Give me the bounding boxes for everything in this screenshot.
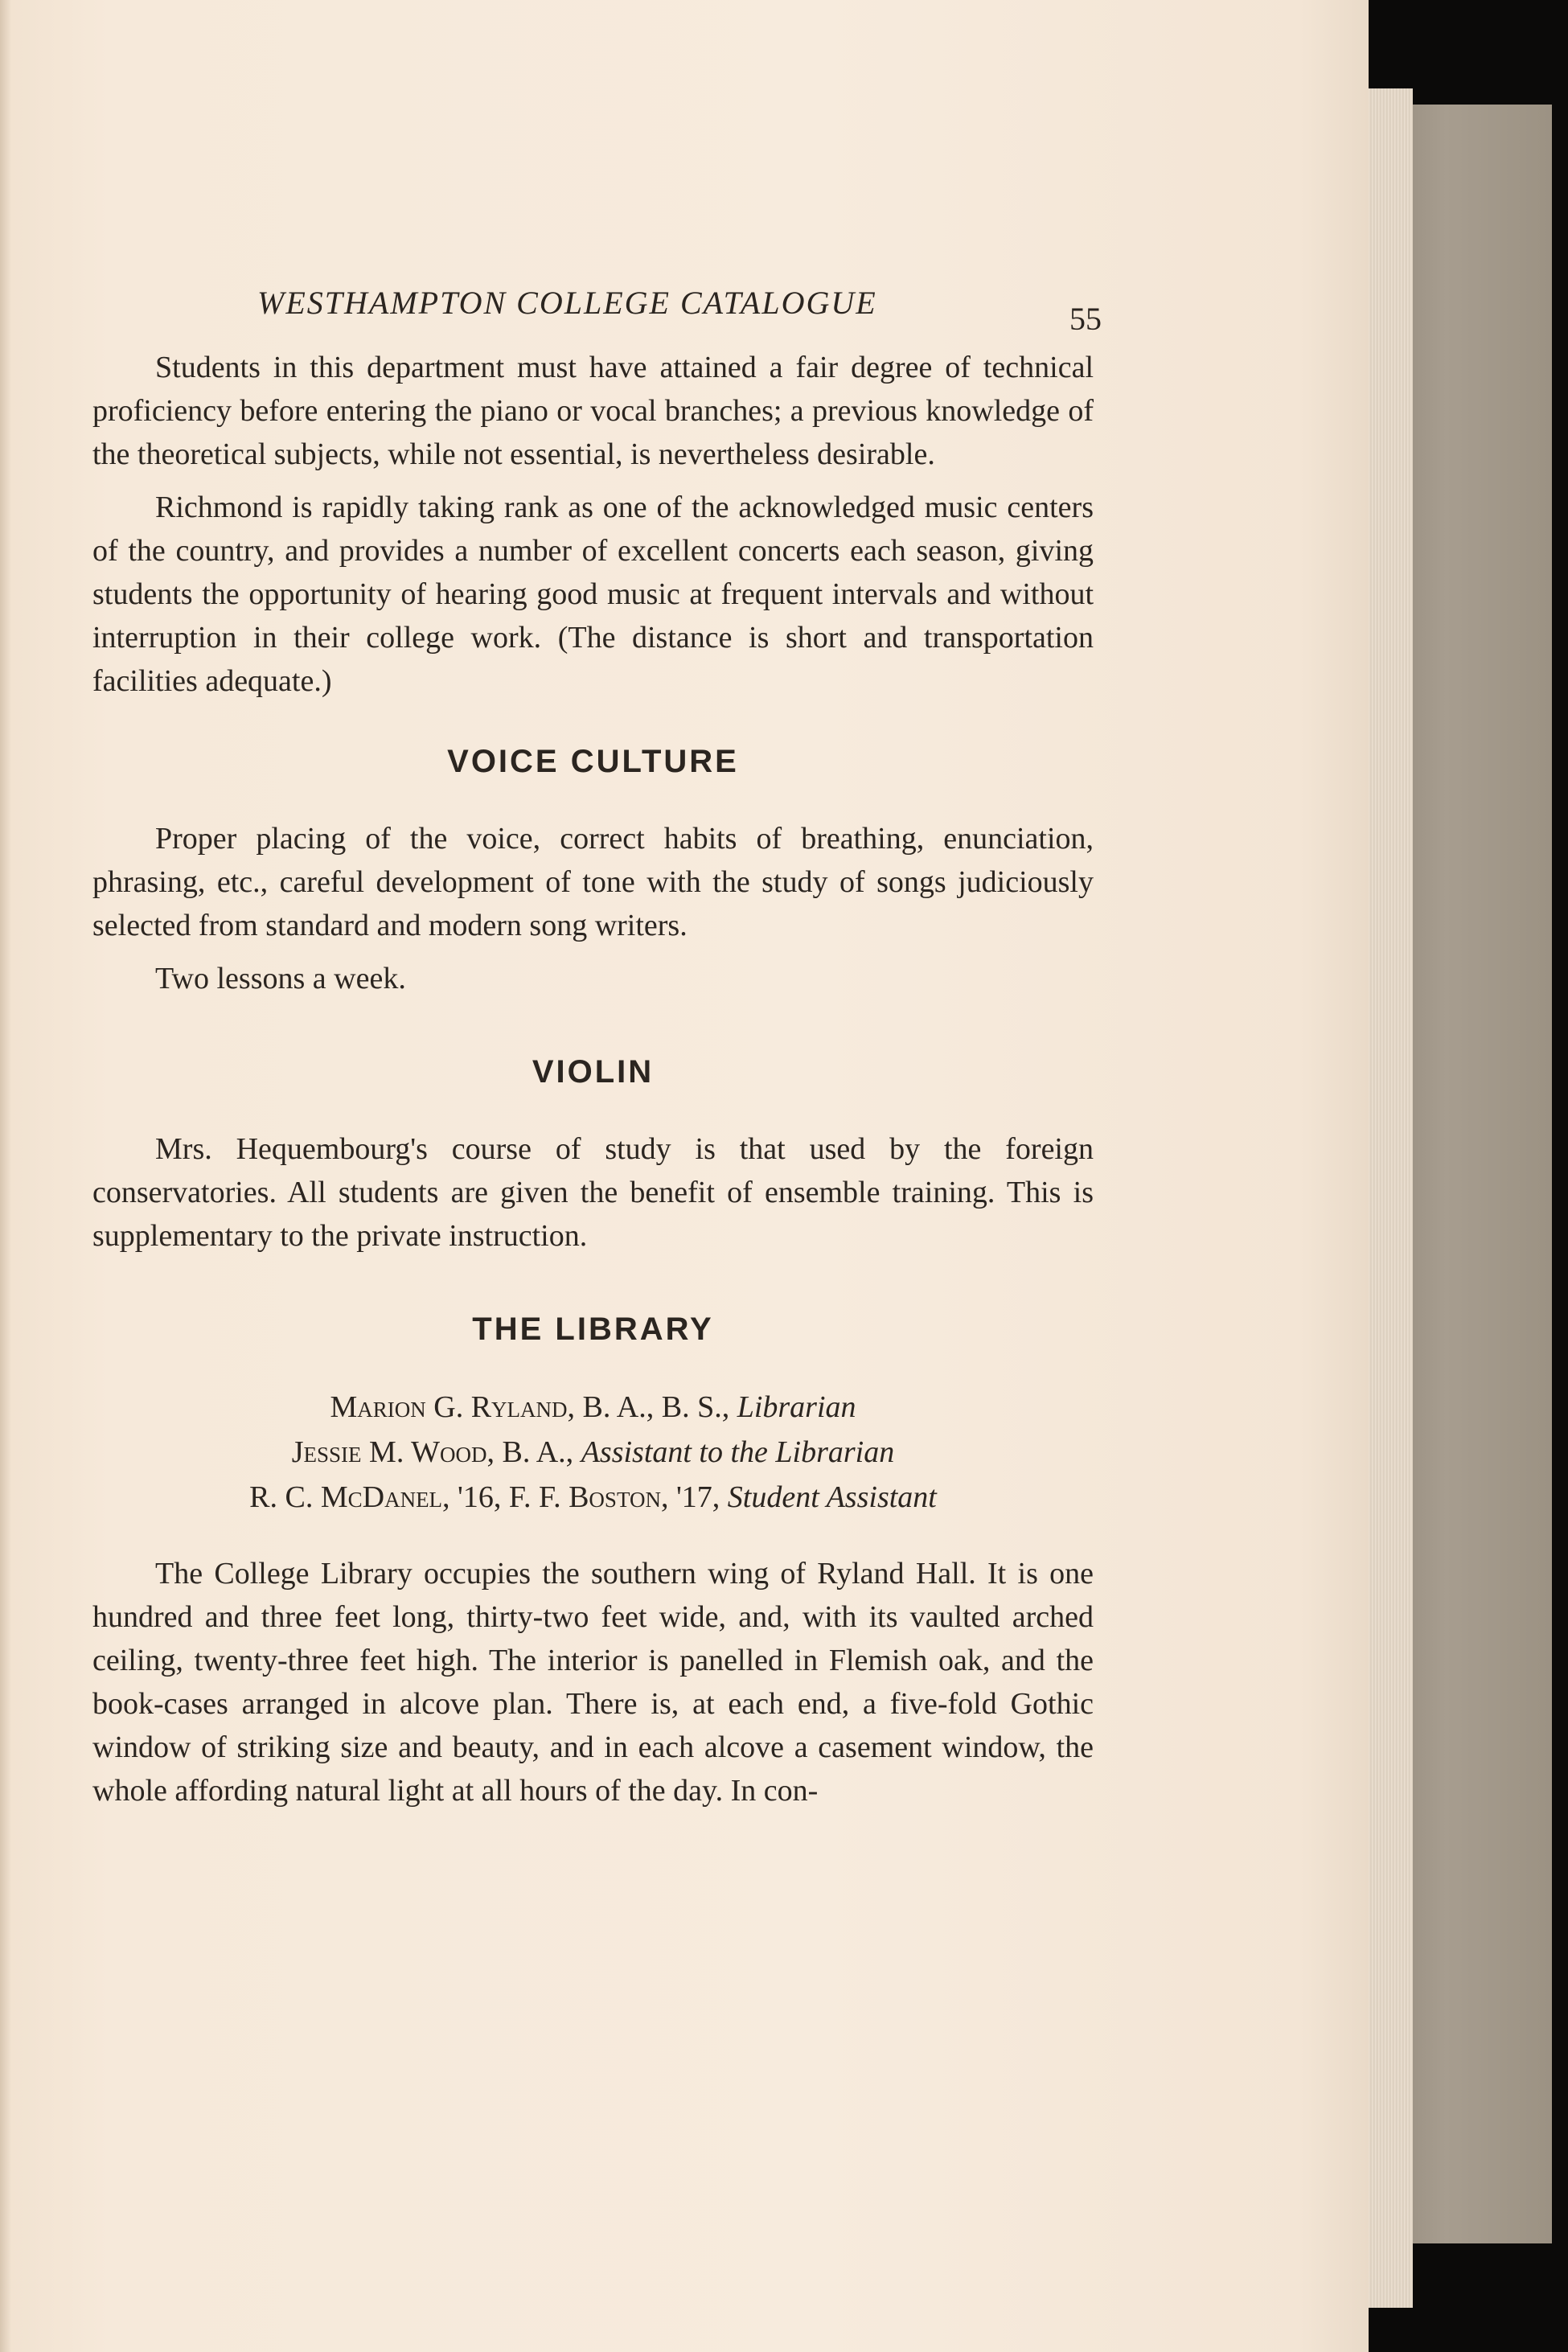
voice-culture-paragraph-1: Proper placing of the voice, correct habits of breathing, enunciation, phrasing, etc., careful development of tone with the study of songs judiciously selected from standard and modern song writers. [92,822,1094,942]
violin-paragraph: Mrs. Hequembourg's course of study is that used by the foreign conservatories. All students are given the benefit of ensemble training. This is supplementary to the private instruction. [92,1132,1094,1253]
staff-name: R. C. McDanel, '16, F. F. Boston, '17, [249,1480,720,1514]
voice-culture-heading: VOICE CULTURE [447,744,739,779]
page-content [92,273,1102,1822]
running-head [92,273,1102,346]
intro-paragraph-1: Students in this department must have attained a fair degree of technical proficiency before entering the piano or vocal branches; a previous knowledge of the theoretical subjects, while not essential, is nevertheless desirable. [92,351,1094,471]
library-staff-list [92,1385,1094,1520]
staff-name: Marion G. Ryland, B. A., B. S., [330,1390,730,1424]
running-title: WESTHAMPTON COLLEGE CATALOGUE [257,285,877,321]
page-number: 55 [1069,301,1102,337]
voice-culture-paragraph-2: Two lessons a week. [155,962,406,995]
violin-heading: VIOLIN [532,1054,655,1090]
staff-entry [92,1385,1094,1430]
intro-paragraph-2: Richmond is rapidly taking rank as one of the acknowledged music centers of the country, and provides a number of excellent concerts each season, giving students the opportunity of hearing good music at frequent intervals and without interruption in their college work. (The distance is short and transportation facilities adequate.) [92,491,1094,698]
staff-role: Student Assistant [727,1480,937,1514]
staff-name: Jessie M. Wood, B. A., [291,1435,574,1469]
staff-role: Librarian [737,1390,856,1424]
library-heading: THE LIBRARY [472,1311,714,1347]
staff-entry [92,1430,1094,1475]
staff-entry [92,1475,1094,1520]
library-paragraph: The College Library occupies the southern wing of Ryland Hall. It is one hundred and three feet long, thirty-two feet wide, and, with its vaulted arched ceiling, twenty-three feet high. The interior is panelled in Flemish oak, and the book-cases arranged in alcove plan. There is, at each end, a five-fold Gothic window of striking size and beauty, and in each alcove a casement window, the whole affording natural light at all hours of the day. In con- [92,1557,1094,1808]
staff-role: Assistant to the Librarian [581,1435,895,1469]
